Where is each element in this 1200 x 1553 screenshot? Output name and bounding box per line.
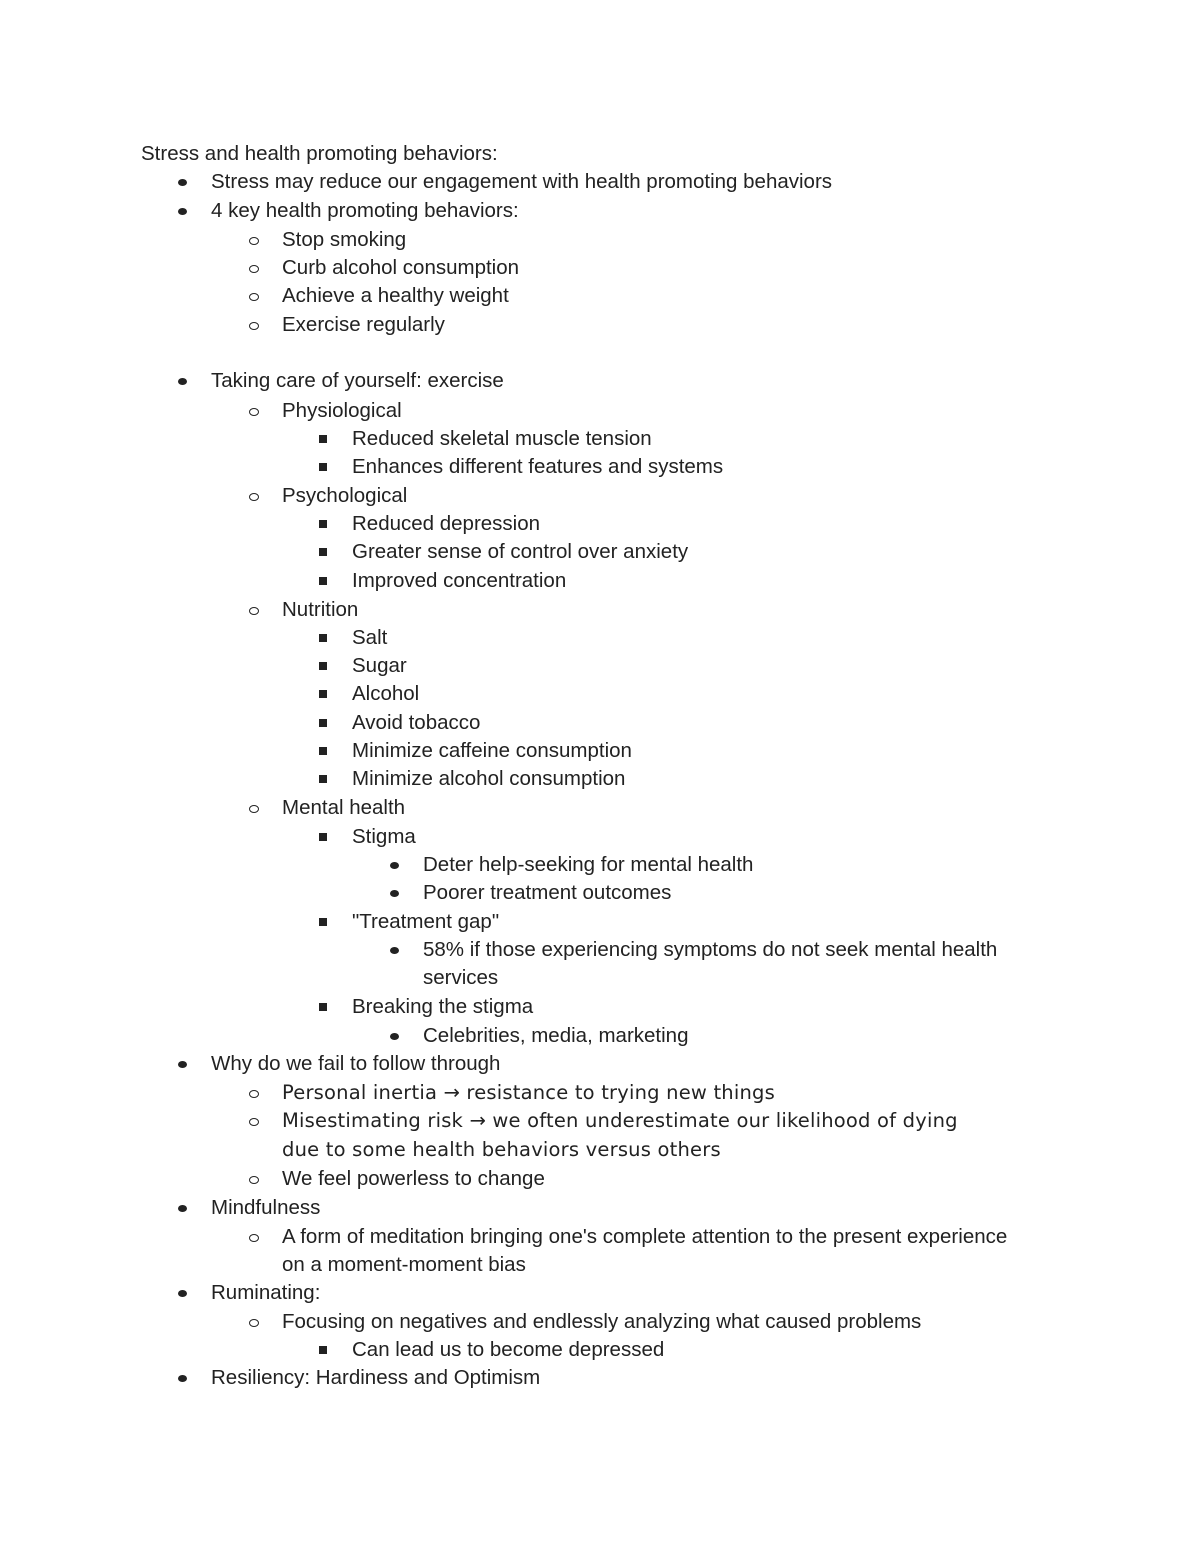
disc-bullet-icon (178, 179, 187, 186)
circle-bullet-icon (249, 1118, 259, 1126)
list-item-text: Focusing on negatives and endlessly analyzing what caused problems (282, 1310, 922, 1333)
circle-bullet-icon (249, 408, 259, 416)
circle-bullet-icon (249, 265, 259, 273)
square-bullet-icon (319, 548, 327, 556)
list-item-text: Reduced skeletal muscle tension (352, 427, 652, 450)
list-item-text: We feel powerless to change (282, 1167, 545, 1190)
list-item-text: 58% if those experiencing symptoms do not seek mental health (423, 938, 998, 961)
list-item-text: on a moment-moment bias (282, 1253, 526, 1276)
list-item-text: Physiological (282, 399, 402, 422)
list-item-text: Reduced depression (352, 512, 541, 535)
list-item-text: Nutrition (282, 598, 359, 621)
list-item-text: Deter help-seeking for mental health (423, 853, 754, 876)
document-heading: Stress and health promoting behaviors: (141, 142, 498, 165)
list-item-text: Misestimating risk → we often underestimate our likelihood of dying (282, 1109, 958, 1132)
square-bullet-icon (319, 1003, 327, 1011)
circle-bullet-icon (249, 607, 259, 615)
square-bullet-icon (319, 1346, 327, 1354)
disc-bullet-icon (390, 947, 399, 954)
square-bullet-icon (319, 690, 327, 698)
disc-bullet-icon (178, 1290, 187, 1297)
list-item-text: Salt (352, 626, 388, 649)
square-bullet-icon (319, 520, 327, 528)
disc-bullet-icon (178, 208, 187, 215)
list-item-text: Can lead us to become depressed (352, 1338, 665, 1361)
square-bullet-icon (319, 435, 327, 443)
circle-bullet-icon (249, 237, 259, 245)
circle-bullet-icon (249, 1176, 259, 1184)
disc-bullet-icon (178, 1061, 187, 1068)
disc-bullet-icon (390, 862, 399, 869)
list-item-text: Stress may reduce our engagement with health promoting behaviors (211, 170, 833, 193)
circle-bullet-icon (249, 1319, 259, 1327)
circle-bullet-icon (249, 322, 259, 330)
list-item-text: Improved concentration (352, 569, 567, 592)
list-item-text: Taking care of yourself: exercise (211, 369, 504, 392)
list-item-text: services (423, 966, 499, 989)
list-item-text: due to some health behaviors versus others (282, 1138, 721, 1161)
circle-bullet-icon (249, 493, 259, 501)
list-item-text: Poorer treatment outcomes (423, 881, 672, 904)
list-item-text: Curb alcohol consumption (282, 256, 520, 279)
list-item-text: Mindfulness (211, 1196, 321, 1219)
circle-bullet-icon (249, 805, 259, 813)
list-item-text: Exercise regularly (282, 313, 445, 336)
disc-bullet-icon (178, 1205, 187, 1212)
disc-bullet-icon (390, 890, 399, 897)
square-bullet-icon (319, 918, 327, 926)
square-bullet-icon (319, 833, 327, 841)
list-item-text: Avoid tobacco (352, 711, 481, 734)
circle-bullet-icon (249, 1090, 259, 1098)
list-item-text: Sugar (352, 654, 407, 677)
list-item-text: Stigma (352, 825, 416, 848)
list-item-text: Resiliency: Hardiness and Optimism (211, 1366, 541, 1389)
list-item-text: Greater sense of control over anxiety (352, 540, 689, 563)
list-item-text: Stop smoking (282, 228, 407, 251)
list-item-text: Minimize caffeine consumption (352, 739, 632, 762)
list-item-text: Why do we fail to follow through (211, 1052, 501, 1075)
disc-bullet-icon (390, 1033, 399, 1040)
square-bullet-icon (319, 634, 327, 642)
list-item-text: Breaking the stigma (352, 995, 534, 1018)
square-bullet-icon (319, 747, 327, 755)
square-bullet-icon (319, 719, 327, 727)
list-item-text: Alcohol (352, 682, 420, 705)
list-item-text: Achieve a healthy weight (282, 284, 509, 307)
square-bullet-icon (319, 775, 327, 783)
disc-bullet-icon (178, 1375, 187, 1382)
disc-bullet-icon (178, 378, 187, 385)
list-item-text: "Treatment gap" (352, 910, 500, 933)
list-item-text: A form of meditation bringing one's complete attention to the present experience (282, 1225, 1008, 1248)
list-item-text: Ruminating: (211, 1281, 321, 1304)
list-item-text: Personal inertia → resistance to trying new things (282, 1081, 775, 1104)
list-item-text: Mental health (282, 796, 406, 819)
square-bullet-icon (319, 662, 327, 670)
list-item-text: Minimize alcohol consumption (352, 767, 626, 790)
list-item-text: Psychological (282, 484, 408, 507)
list-item-text: Celebrities, media, marketing (423, 1024, 689, 1047)
list-item-text: Enhances different features and systems (352, 455, 724, 478)
list-item-text: 4 key health promoting behaviors: (211, 199, 519, 222)
circle-bullet-icon (249, 293, 259, 301)
square-bullet-icon (319, 463, 327, 471)
square-bullet-icon (319, 577, 327, 585)
circle-bullet-icon (249, 1234, 259, 1242)
